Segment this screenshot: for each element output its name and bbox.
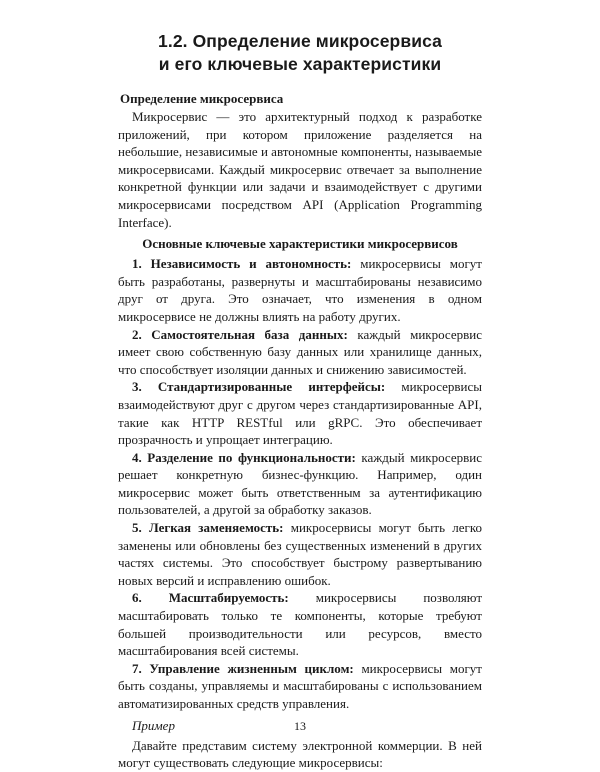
example-paragraph: Давайте представим систему электронной коммерции. В ней могут существовать следующие микросервисы:: [118, 737, 482, 771]
characteristic-term: 2. Самостоятельная база данных:: [132, 326, 348, 342]
characteristic-text: микросервисы позволяют масштабировать только те компоненты, которые требуют большей производительности или ресурсов, вместо масштабирования всей системы.: [118, 590, 483, 659]
characteristic-text: каждый микросервис решает конкретную бизнес-функцию. Например, один микросервис может быть ответственным за аутентификацию пользователей, а другой за обработку заказов.: [118, 449, 482, 518]
characteristic-text: микросервисы могут быть разработаны, развернуты и масштабированы независимо друг от друга. Это означает, что изменения в одном микросервисе не должны влиять на работу других.: [118, 256, 482, 324]
characteristics-heading: Основные ключевые характеристики микросервисов: [142, 236, 458, 252]
characteristic-text: каждый микросервис имеет свою собственную базу данных или хранилище данных, что способствует изоляции данных и снижению зависимостей.: [118, 326, 482, 377]
characteristic-item: [118, 449, 482, 519]
chapter-title-line-2: и его ключевые характеристики: [158, 54, 442, 74]
definition-paragraph: Микросервис — это архитектурный подход к разработке приложений, при котором приложение разделяется на небольшие, независимые и автономные компоненты, называемые микросервисами. Каждый микросервис отвечает за выполнение конкретной функции или задачи и взаимодействует с другими микросервисами посредством API (Application Programming Interface).: [118, 109, 482, 230]
characteristic-item: [118, 660, 482, 713]
characteristic-item: [118, 519, 482, 589]
characteristic-term: 4. Разделение по функциональности:: [132, 449, 356, 465]
characteristic-item: [118, 255, 482, 325]
characteristic-text: микросервисы могут быть легко заменены или обновлены без существенных изменений в других частях системы. Это способствует быстрому развертыванию новых версий и исправлению ошибок.: [118, 520, 482, 588]
characteristic-item: [118, 378, 482, 448]
characteristic-item: [118, 326, 482, 379]
definition-heading: Определение микросервиса: [120, 91, 284, 106]
characteristic-term: 5. Легкая заменяемость:: [132, 520, 284, 536]
characteristic-item: [118, 589, 482, 659]
page-content: [118, 30, 482, 772]
characteristic-term: 7. Управление жизненным циклом:: [132, 660, 354, 676]
page-number: 13: [294, 719, 306, 733]
chapter-title: [118, 30, 482, 76]
characteristic-text: микросервисы могут быть созданы, управляемы и масштабированы с использованием автоматизированных средств управления.: [118, 660, 482, 711]
chapter-title-line-1: 1.2. Определение микросервиса: [158, 31, 442, 51]
characteristic-term: 3. Стандартизированные интерфейсы:: [132, 379, 386, 395]
characteristic-term: 1. Независимость и автономность:: [132, 256, 352, 272]
characteristic-text: микросервисы взаимодействуют друг с другом через стандартизированные API, такие как HTTP RESTful или gRPC. Это обеспечивает прозрачность и упрощает интеграцию.: [118, 379, 482, 448]
example-label: Пример: [132, 717, 175, 733]
characteristics-list: [118, 255, 482, 712]
characteristic-term: 6. Масштабируемость:: [132, 590, 289, 606]
